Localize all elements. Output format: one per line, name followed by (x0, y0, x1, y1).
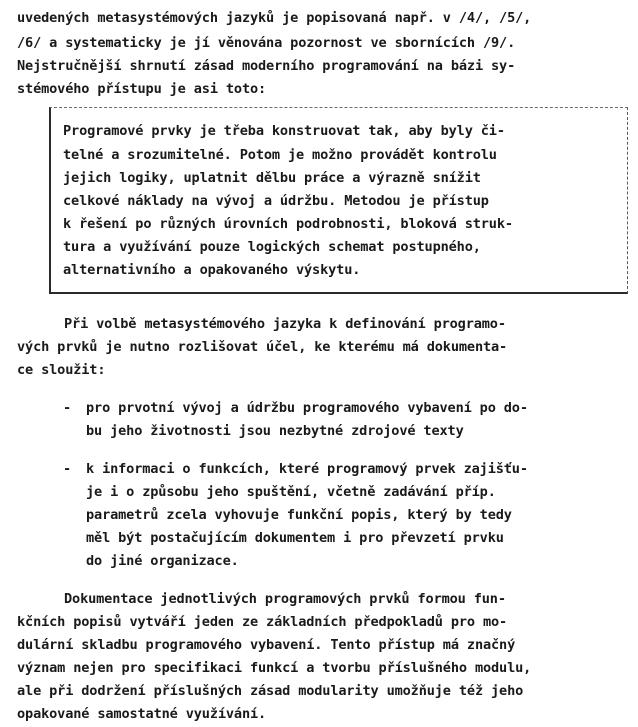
documentation-line: dulární skladbu programového vybavení. Tento přístup má značný (17, 637, 516, 653)
bullet-line: parametrů zcela vyhovuje funkční popis, který by tedy (86, 507, 512, 523)
bullet-marker: - (63, 461, 72, 477)
summary-line: k řešení po různých úrovních podrobnosti, bloková struk- (63, 216, 513, 232)
documentation-line: Dokumentace jednotlivých programových prvků formou fun- (64, 591, 506, 607)
intro-line: /6/ a systematicky je jí věnována pozornost ve sbornících /9/. (17, 35, 516, 51)
documentation-line: ale při dodržení příslušných zásad modularity umožňuje též jeho (17, 683, 524, 699)
summary-line: Programové prvky je třeba konstruovat tak, aby byly či- (63, 123, 505, 139)
summary-line: jejich logiky, uplatnit dělbu práce a výrazně snížit (63, 170, 481, 186)
summary-line: tura a využívání pouze logických schemat postupného, (63, 239, 481, 255)
bullet-line: měl být postačujícím dokumentem i pro převzetí prvku (86, 530, 504, 546)
summary-line: telné a srozumitelné. Potom je možno provádět kontrolu (63, 147, 497, 163)
purpose-line: ce sloužit: (17, 362, 106, 378)
purpose-line: vých prvků je nutno rozlišovat účel, ke kterému má dokumenta- (17, 339, 508, 355)
bullet-marker: - (63, 400, 72, 416)
intro-line: Nejstručnější shrnutí zásad moderního programování na bázi sy- (17, 58, 516, 74)
intro-line: uvedených metasystémových jazyků je popisovaná např. v /4/, /5/, (17, 10, 532, 26)
purpose-line: Při volbě metasystémového jazyka k definování programo- (64, 316, 506, 332)
bullet-line: bu jeho životnosti jsou nezbytné zdrojové texty (86, 423, 464, 439)
documentation-line: význam nejen pro specifikaci funkcí a tvorbu příslušného modulu, (17, 660, 532, 676)
bullet-line: je i o způsobu jeho spuštění, včetně zadávání příp. (86, 484, 496, 500)
documentation-line: kčních popisů vytváří jeden ze základních předpokladů pro mo- (17, 614, 508, 630)
documentation-line: opakované samostatné využívání. (17, 706, 267, 722)
bullet-line: k informaci o funkcích, které programový prvek zajišťu- (86, 461, 528, 477)
bullet-line: do jiné organizace. (86, 553, 239, 569)
intro-line: stémového přístupu je asi toto: (17, 81, 267, 97)
summary-line: celkové náklady na vývoj a údržbu. Metodou je přístup (63, 193, 489, 209)
summary-line: alternativního a opakovaného výskytu. (63, 262, 361, 278)
bullet-line: pro prvotní vývoj a údržbu programového vybavení po do- (86, 400, 528, 416)
